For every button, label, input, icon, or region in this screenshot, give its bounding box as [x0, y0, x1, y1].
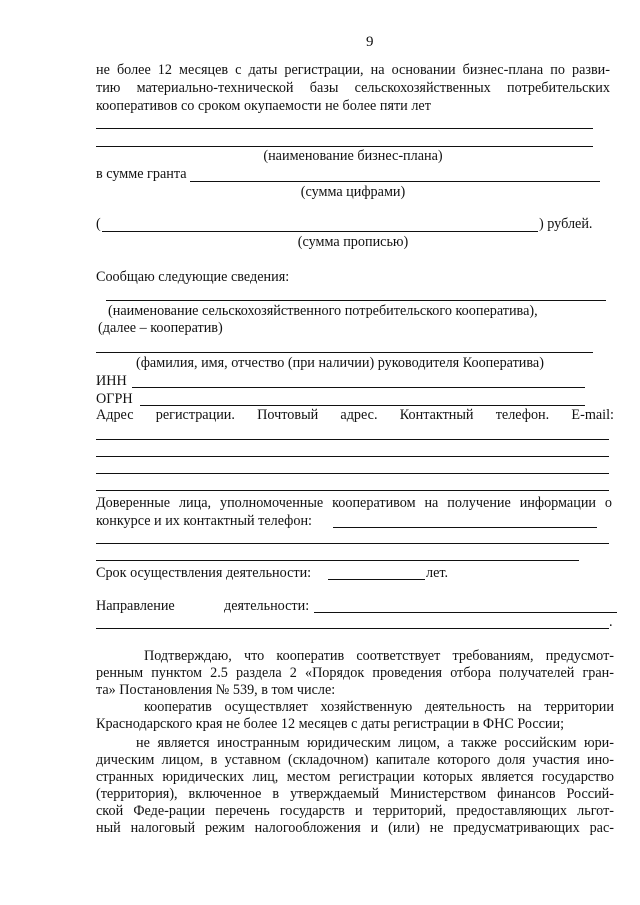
- confirm-p2-line-2: Краснодарского края не более 12 месяцев с даты регистрации в ФНС России;: [96, 716, 565, 732]
- grant-amount-label: в сумме гранта: [96, 166, 187, 182]
- address-word: телефон.: [495, 407, 550, 423]
- address-word: E-mail:: [571, 407, 614, 423]
- coop-further-label: (далее – кооператив): [98, 320, 223, 336]
- confirm-p3-line-1: не является иностранным юридическим лицом, а также российским юри-: [136, 735, 614, 751]
- address-word: адрес.: [340, 407, 378, 423]
- intro-line-3: кооперативов со сроком окупаемости не более пяти лет: [96, 98, 431, 114]
- confirm-p3-line-6: ный налоговый режим налогообложения и (или) не предусматривающих рас-: [96, 820, 614, 836]
- inn-field[interactable]: [132, 387, 585, 388]
- open-paren: (: [96, 216, 101, 232]
- trusted-persons-field-3[interactable]: [96, 560, 579, 561]
- address-field-2[interactable]: [96, 456, 609, 457]
- address-word: регистрации.: [155, 407, 235, 423]
- head-name-caption: (фамилия, имя, отчество (при наличии) руководителя Кооператива): [136, 355, 544, 371]
- years-label: лет.: [426, 565, 449, 581]
- confirm-p1-line-3: та» Постановления № 539, в том числе:: [96, 682, 336, 698]
- confirm-p3-line-5: ской Феде-рации перечень государств и территорий, предоставляющих льгот-: [96, 803, 614, 819]
- confirm-p1-line-2: ренным пунктом 2.5 раздела 2 «Порядок проведения отбора получателей гран-: [96, 665, 614, 681]
- coop-name-field[interactable]: [106, 300, 606, 301]
- confirm-p3-line-2: дическим лицом, в уставном (складочном) капитале которого доля участия ино-: [96, 752, 614, 768]
- activity-term-label: Срок осуществления деятельности:: [96, 565, 312, 581]
- inn-label: ИНН: [96, 373, 127, 389]
- direction-field-1[interactable]: [314, 612, 617, 613]
- address-field-1[interactable]: [96, 439, 609, 440]
- coop-name-caption: (наименование сельскохозяйственного потребительского кооператива),: [108, 303, 538, 319]
- amount-digits-caption: (сумма цифрами): [300, 184, 406, 200]
- confirm-p3-line-3: странных юридических лиц, местом регистрации которых является государство: [96, 769, 614, 785]
- address-word: Адрес: [96, 407, 134, 423]
- info-heading: Сообщаю следующие сведения:: [96, 269, 290, 285]
- intro-line-2: тию материально-технической базы сельскохозяйственных потребительских: [96, 80, 610, 96]
- address-word: Почтовый: [257, 407, 319, 423]
- confirm-p2-line-1: кооператив осуществляет хозяйственную деятельность на территории: [144, 699, 614, 715]
- trusted-persons-field-1[interactable]: [333, 527, 597, 528]
- amount-words-caption: (сумма прописью): [297, 234, 409, 250]
- rubles-label: ) рублей.: [539, 216, 593, 232]
- address-word: Контактный: [399, 407, 474, 423]
- trusted-persons-field-2[interactable]: [96, 543, 609, 544]
- head-name-field[interactable]: [96, 352, 593, 353]
- address-field-3[interactable]: [96, 473, 609, 474]
- ogrn-field[interactable]: [140, 405, 585, 406]
- direction-field-2[interactable]: [96, 628, 609, 629]
- direction-label: Направление: [96, 598, 175, 614]
- business-plan-blank-1[interactable]: [96, 128, 593, 129]
- grant-amount-words-field[interactable]: [102, 231, 538, 232]
- page-number: 9: [366, 34, 374, 50]
- trusted-persons-line-1: Доверенные лица, уполномоченные кооперативом на получение информации о: [96, 495, 612, 511]
- business-plan-blank-2[interactable]: [96, 146, 593, 147]
- trusted-persons-line-2: конкурсе и их контактный телефон:: [96, 513, 312, 529]
- business-plan-caption: (наименование бизнес-плана): [263, 148, 443, 164]
- activity-label: деятельности:: [224, 598, 310, 614]
- activity-term-field[interactable]: [328, 579, 425, 580]
- confirm-p1-line-1: Подтверждаю, что кооператив соответствует требованиям, предусмот-: [144, 648, 614, 664]
- address-field-4[interactable]: [96, 490, 609, 491]
- end-period: .: [609, 614, 613, 630]
- address-label: [96, 407, 614, 423]
- ogrn-label: ОГРН: [96, 391, 133, 407]
- intro-line-1: не более 12 месяцев с даты регистрации, на основании бизнес-плана по разви-: [96, 62, 610, 78]
- grant-amount-digits-field[interactable]: [190, 181, 600, 182]
- confirm-p3-line-4: (территория), включенное в утверждаемый Министерством финансов Россий-: [96, 786, 614, 802]
